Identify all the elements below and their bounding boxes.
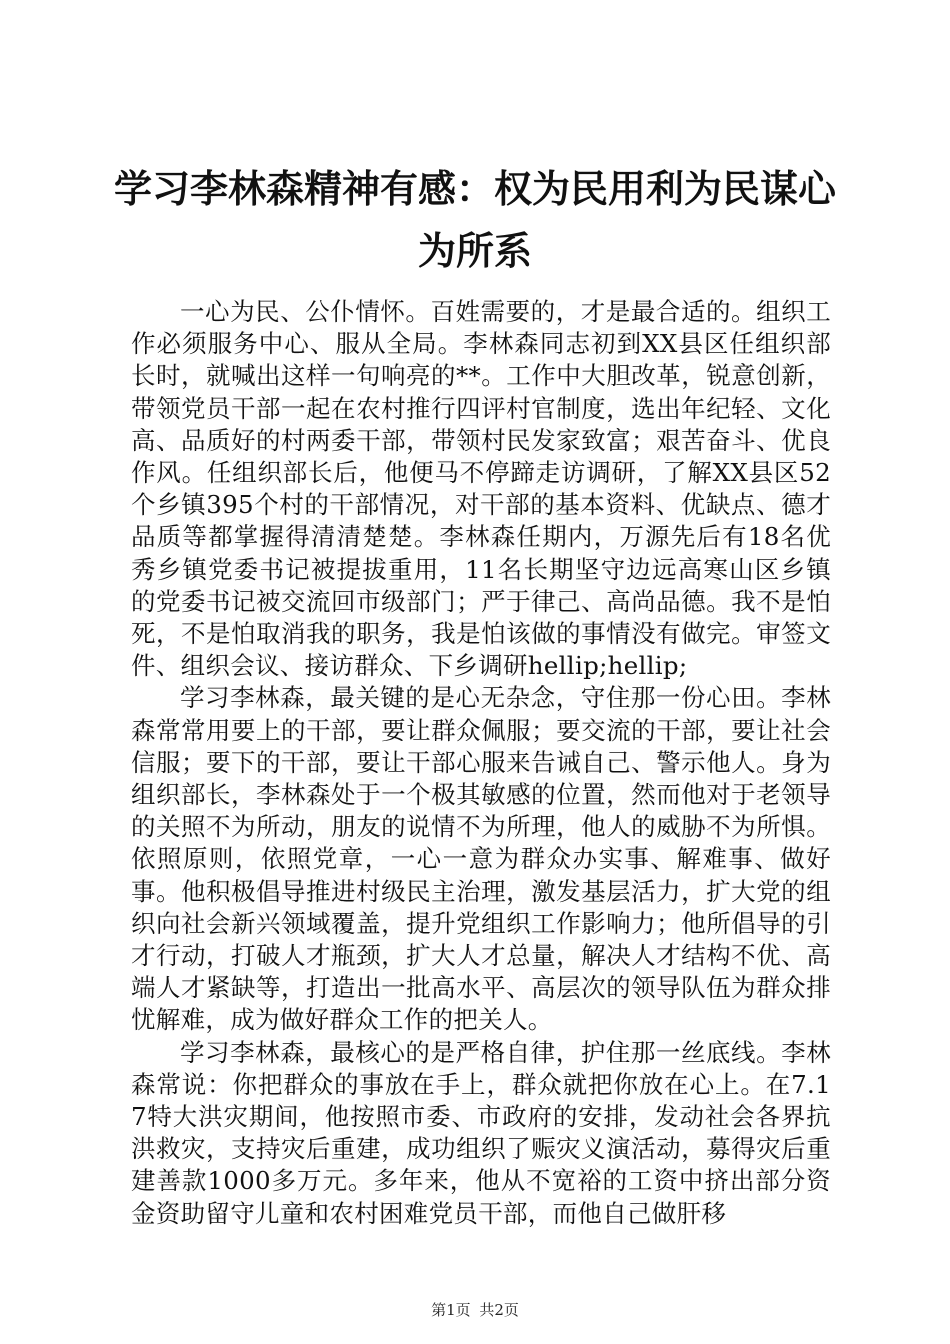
page-footer <box>0 1300 950 1320</box>
paragraph-3: 学习李林森，最核心的是严格自律，护住那一丝底线。李林森常说：你把群众的事放在手上，群众就把你放在心上。在7.17特大洪灾期间，他按照市委、市政府的安排，发动社会各界抗洪救灾，支持灾后重建，成功组织了赈灾义演活动，募得灾后重建善款1000多万元。多年来，他从不宽裕的工资中挤出部分资金资助留守儿童和农村困难党员干部，而他自己做肝移 <box>131 1037 831 1228</box>
paragraph-1: 一心为民、公仆情怀。百姓需要的，才是最合适的。组织工作必须服务中心、服从全局。李林森同志初到XX县区任组织部长时，就喊出这样一句响亮的**。工作中大胆改革，锐意创新，带领党员干部一起在农村推行四评村官制度，选出年纪轻、文化高、品质好的村两委干部，带领村民发家致富；艰苦奋斗、优良作风。任组织部长后，他便马不停蹄走访调研，了解XX县区52个乡镇395个村的干部情况，对干部的基本资料、优缺点、德才品质等都掌握得清清楚楚。李林森任期内，万源先后有18名优秀乡镇党委书记被提拔重用，11名长期坚守边远高寒山区乡镇的党委书记被交流回市级部门；严于律己、高尚品德。我不是怕死，不是怕取消我的职务，我是怕该做的事情没有做完。审签文件、组织会议、接访群众、下乡调研hellip;hellip; <box>131 297 831 681</box>
page-number: 第1页 <box>431 1301 471 1319</box>
page-total: 共2页 <box>479 1301 519 1319</box>
paragraph-2: 学习李林森，最关键的是心无杂念，守住那一份心田。李林森常常用要上的干部，要让群众佩服；要交流的干部，要让社会信服；要下的干部，要让干部心服来告诫自己、警示他人。身为组织部长，李林森处于一个极其敏感的位置，然而他对于老领导的关照不为所动，朋友的说情不为所理，他人的威胁不为所惧。依照原则，依照党章，一心一意为群众办实事、解难事、做好事。他积极倡导推进村级民主治理，激发基层活力，扩大党的组织向社会新兴领域覆盖，提升党组织工作影响力；他所倡导的引才行动，打破人才瓶颈，扩大人才总量，解决人才结构不优、高端人才紧缺等，打造出一批高水平、高层次的领导队伍为群众排忧解难，成为做好群众工作的把关人。 <box>131 683 831 1035</box>
document-title: 学习李林森精神有感：权为民用利为民谋心为所系 <box>113 166 836 273</box>
document-body <box>131 296 831 1230</box>
